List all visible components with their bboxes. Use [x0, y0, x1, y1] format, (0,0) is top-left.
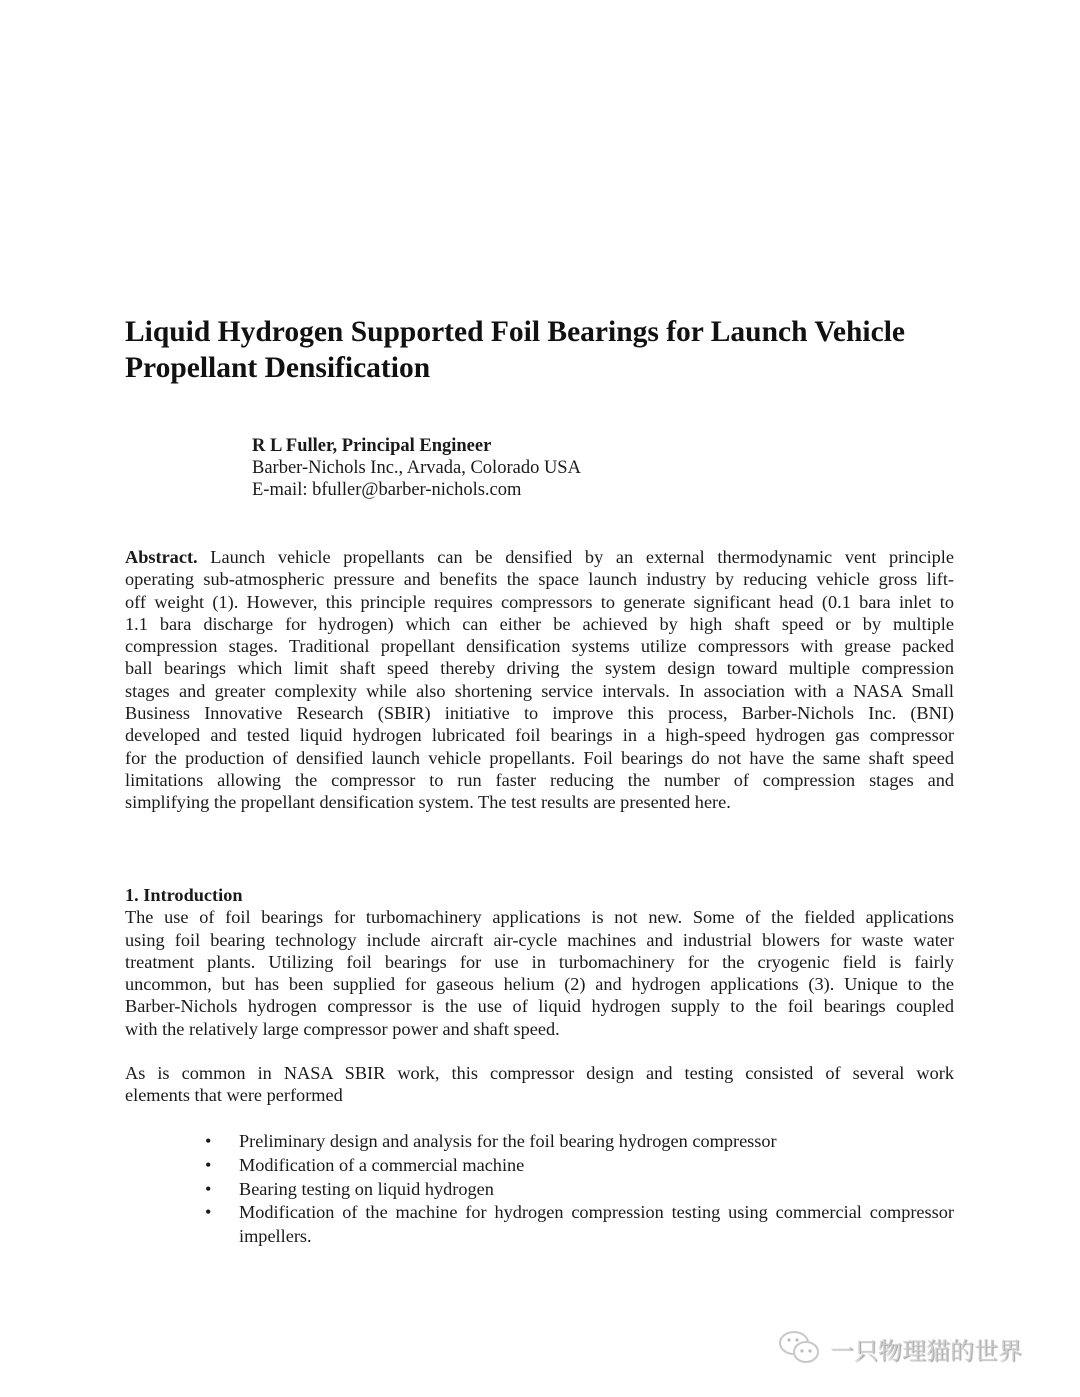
text-line: with the relatively large compressor power and shaft speed. [125, 1018, 560, 1039]
bullet-item [205, 1201, 954, 1249]
bullet-text: Modification of a commercial machine [239, 1154, 525, 1175]
abstract-label: Abstract. [125, 547, 198, 567]
text-line: Business Innovative Research (SBIR) initiative to improve this process, Barber-Nichols Inc. (BNI) [125, 703, 954, 724]
text-line: The use of foil bearings for turbomachinery applications is not new. Some of the fielded applications [125, 907, 954, 928]
watermark-text: 一只物理猫的世界 [830, 1336, 1022, 1365]
watermark [778, 1330, 1022, 1366]
bullet-list [205, 1130, 954, 1249]
bullet-item [205, 1130, 954, 1154]
text-line: 1.1 bara discharge for hydrogen) which can either be achieved by high shaft speed or by multiple [125, 613, 954, 634]
author-block [252, 435, 581, 501]
text-line: operating sub-atmospheric pressure and benefits the space launch industry by reducing vehicle gross lift- [125, 569, 954, 590]
text-line: As is common in NASA SBIR work, this compressor design and testing consisted of several work [125, 1063, 954, 1083]
text-line: Barber-Nichols hydrogen compressor is the use of liquid hydrogen supply to the foil bearings coupled [125, 996, 954, 1017]
title-line: Propellant Densification [125, 352, 431, 384]
bullet-icon: • [205, 1131, 212, 1151]
text-line: uncommon, but has been supplied for gaseous helium (2) and hydrogen applications (3). Unique to the [125, 974, 954, 995]
text-line [125, 546, 954, 568]
text-line: developed and tested liquid hydrogen lubricated foil bearings in a high-speed hydrogen gas compressor [125, 725, 954, 746]
text-line: for the production of densified launch vehicle propellants. Foil bearings do not have the same shaft speed [125, 747, 954, 768]
text-line: stages and greater complexity while also shortening service intervals. In association with a NASA Small [125, 680, 954, 701]
text-line: simplifying the propellant densification system. The test results are presented here. [125, 792, 731, 813]
abstract-text: Launch vehicle propellants can be densified by an external thermodynamic vent principle [197, 547, 954, 567]
title-line: Liquid Hydrogen Supported Foil Bearings for Launch Vehicle [125, 316, 905, 348]
text-line: using foil bearing technology include aircraft air-cycle machines and industrial blowers for waste water [125, 929, 954, 950]
author-email: E-mail: bfuller@barber-nichols.com [252, 480, 522, 500]
bullet-icon: • [205, 1178, 212, 1199]
intro-paragraph-2 [125, 1062, 954, 1107]
text-line: treatment plants. Utilizing foil bearings for use in turbomachinery for the cryogenic field is fairly [125, 951, 954, 972]
bullet-text: Bearing testing on liquid hydrogen [239, 1178, 494, 1199]
text-line: ball bearings which limit shaft speed thereby driving the system design toward multiple compression [125, 658, 954, 679]
author-name: R L Fuller, Principal Engineer [252, 436, 492, 456]
text-line: limitations allowing the compressor to run faster reducing the number of compression stages and [125, 769, 954, 790]
abstract [125, 546, 954, 814]
bullet-item [205, 1154, 954, 1178]
bullet-icon: • [205, 1202, 212, 1223]
text-line: compression stages. Traditional propellant densification systems utilize compressors with grease packed [125, 636, 954, 657]
section-heading: 1. Introduction [125, 885, 243, 905]
bullet-text: Preliminary design and analysis for the foil bearing hydrogen compressor [239, 1131, 777, 1151]
intro-paragraph-1 [125, 906, 954, 1040]
author-affiliation: Barber-Nichols Inc., Arvada, Colorado USA [252, 458, 581, 478]
introduction [125, 884, 954, 1040]
text-line: elements that were performed [125, 1085, 343, 1106]
bullet-icon: • [205, 1154, 212, 1175]
text-line: off weight (1). However, this principle requires compressors to generate significant head (0.1 bara inlet to [125, 591, 954, 612]
bullet-item [205, 1178, 954, 1202]
paper-title [125, 314, 905, 386]
wechat-icon [778, 1330, 822, 1366]
bullet-text: Modification of the machine for hydrogen compression testing using commercial compressor impellers. [239, 1202, 954, 1247]
